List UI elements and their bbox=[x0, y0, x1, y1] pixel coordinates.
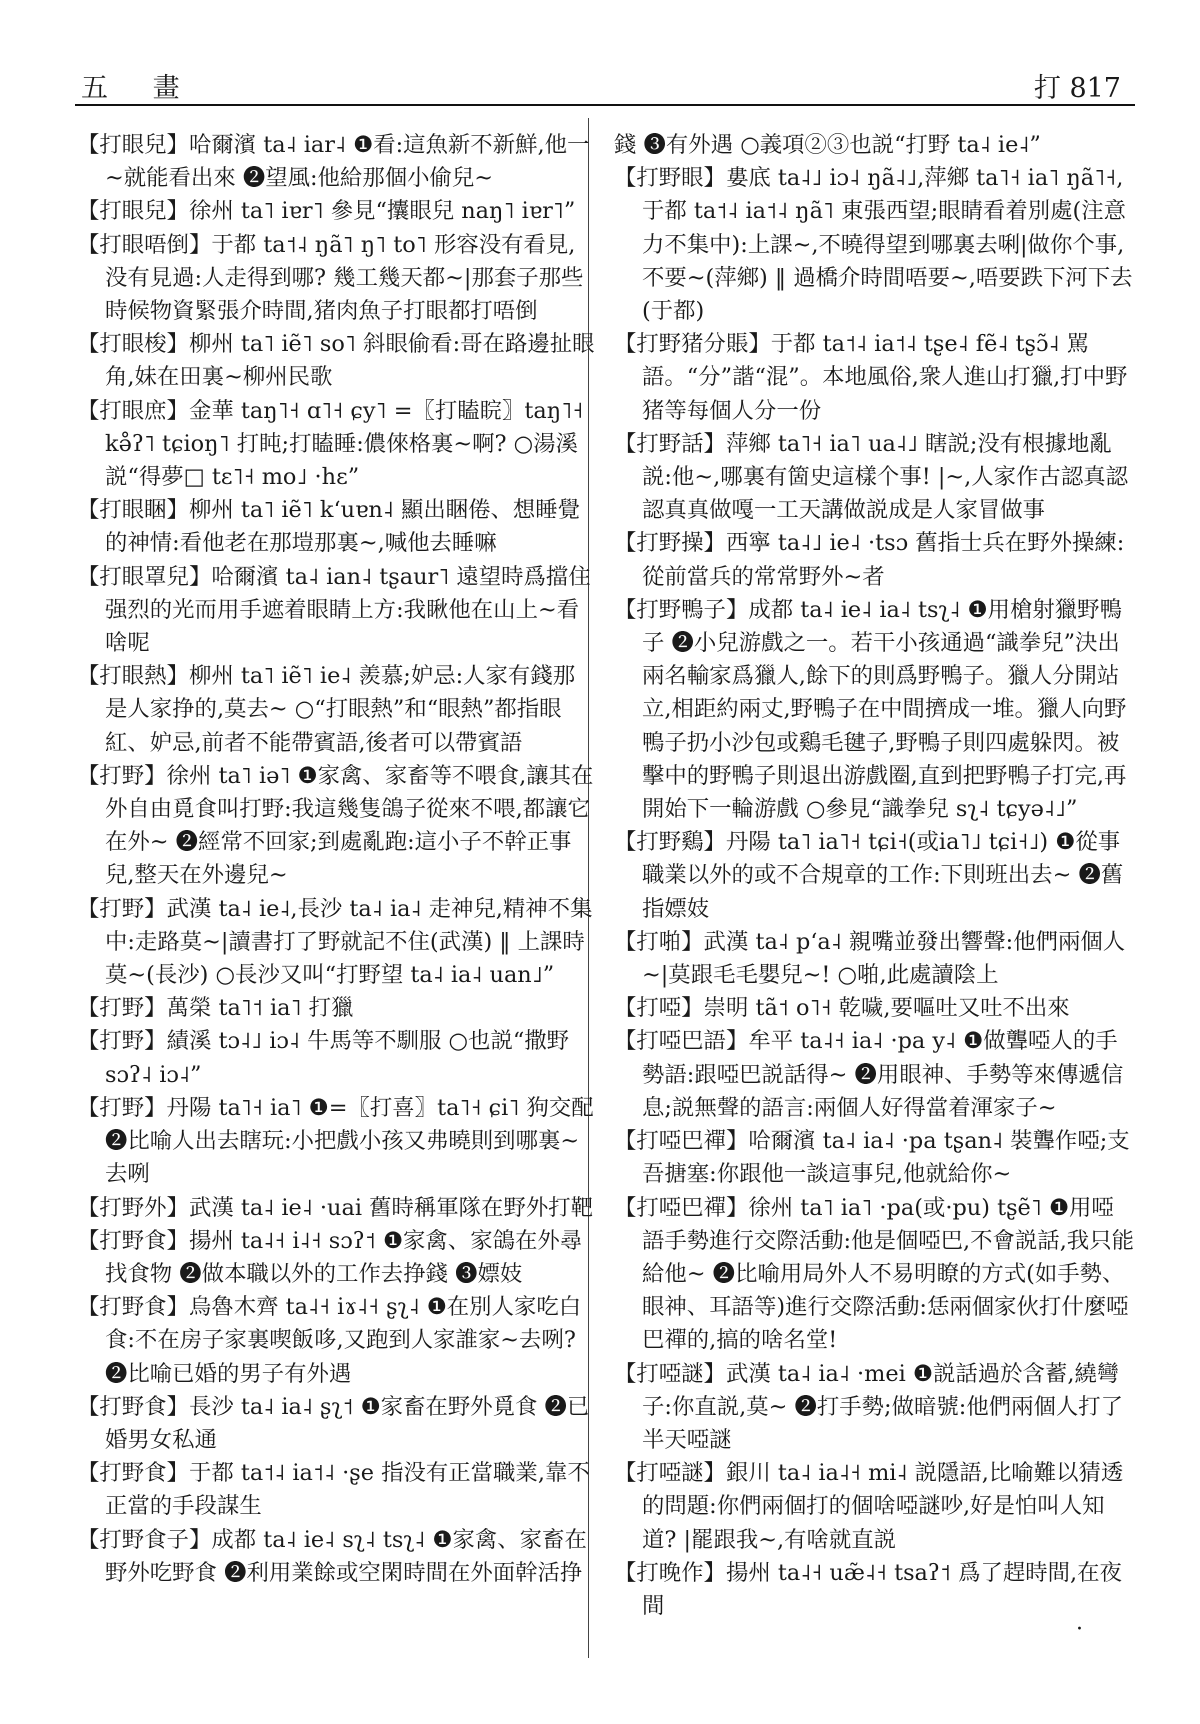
page-header bbox=[75, 62, 1135, 106]
dictionary-entry: 【打野食】揚州 ta˨˧ i˨˧ sɔʔ˦ ❶家禽、家鴿在外尋找食物 ❷做本職以外的工作去挣錢 ❸嫖妓 bbox=[77, 1227, 583, 1287]
dictionary-entry: 【打啞巴語】牟平 ta˨˧ ia˨ ·pa y˨ ❶做聾啞人的手勢語:跟啞巴説話得~ ❷用眼神、手勢等來傳遞信息;説無聲的語言:兩個人好得當着渾家子~ bbox=[614, 1028, 1124, 1121]
dictionary-entry-continuation: 錢 ❸有外遇 ○義項②③也説“打野 ta˨ ie˨” bbox=[614, 132, 1041, 158]
right-column bbox=[614, 129, 1134, 1623]
dictionary-entry: 【打野】徐州 ta˥ iə˥ ❶家禽、家畜等不喂食,讓其在外自由覓食叫打野:我這幾隻鴿子從來不喂,都讓它在外~ ❷經常不回家;到處亂跑:這小子不幹正事兒,整天在外邊兒~ bbox=[77, 762, 594, 889]
headword: 打 bbox=[1033, 73, 1061, 104]
section-title: 五 畫 bbox=[81, 73, 198, 104]
dictionary-entry: 【打野眼】婁底 ta˨˩ iɔ˨ ŋã˨˩,萍鄉 ta˥˧ ia˥ ŋã˥˧,于都 ta˦˨ ia˦˨ ŋã˥ 東張西望;眼睛看着別處(注意力不集中):上課~,不曉得望到哪裏去唎|做你个事,不要~(萍鄉) ‖ 過橋介時間唔要~,唔要跌下河下去(于都) bbox=[614, 165, 1133, 325]
dictionary-entry: 【打眼唔倒】于都 ta˦˨ ŋã˥ ŋ˥ to˥ 形容没有看見,没有見過:人走得到哪? 幾工幾天都~|那套子那些時候物資緊張介時間,猪肉魚子打眼都打唔倒 bbox=[77, 231, 584, 325]
dictionary-entry: 【打眼睏】柳州 ta˥ iẽ˥ kʻuɐn˨ 顯出睏倦、想睡覺的神情:看他老在那塏那裏~,喊他去睡嘛 bbox=[77, 497, 581, 557]
page-number: 817 bbox=[1069, 73, 1121, 104]
dictionary-entry: 【打眼梭】柳州 ta˥ iẽ˥ so˥ 斜眼偷看:哥在路邊扯眼角,妹在田裏~柳州民歌 bbox=[77, 331, 595, 391]
dictionary-entry: 【打啞謎】武漢 ta˨ ia˨ ·mei ❶説話過於含蓄,繞彎子:你直説,莫~ ❷打手勢;做暗號:他們兩個人打了半天啞謎 bbox=[614, 1360, 1124, 1453]
dictionary-entry: 【打啞謎】銀川 ta˨ ia˨˧ mi˨ 説隱語,比喻難以猜透的問題:你們兩個打的個啥啞謎吵,好是怕叫人知道? |罷跟我~,有啥就直説 bbox=[614, 1460, 1124, 1553]
left-column bbox=[77, 129, 597, 1590]
dictionary-entry: 【打眼兒】徐州 ta˥ iɐr˥ 參見“攮眼兒 naŋ˥ iɐr˥” bbox=[77, 198, 576, 225]
dictionary-entry: 【打眼罩兒】哈爾濱 ta˨ ian˨ tʂaur˥ 遠望時爲擋住强烈的光而用手遮着眼睛上方:我瞅他在山上~看啥呢 bbox=[77, 563, 591, 657]
dictionary-entry: 【打野外】武漢 ta˨ ie˨ ·uai 舊時稱軍隊在野外打靶 bbox=[77, 1194, 594, 1221]
dictionary-entry: 【打野】績溪 tɔ˨˩ iɔ˨ 牛馬等不馴服 ○也説“撒野 sɔʔ˨ iɔ˨” bbox=[77, 1028, 570, 1088]
dictionary-entry: 【打野】萬榮 ta˥˦ ia˥ 打獵 bbox=[77, 995, 354, 1022]
dictionary-entry: 【打野】武漢 ta˨ ie˨,長沙 ta˨ ia˨ 走神兒,精神不集中:走路莫~|讀書打了野就記不住(武漢) ‖ 上課時莫~(長沙) ○長沙又叫“打野望 ta˨ ia˨ uan˩” bbox=[77, 895, 593, 989]
print-speck: · bbox=[1076, 1617, 1083, 1642]
dictionary-entry: 【打眼熱】柳州 ta˥ iẽ˥ ie˨ 羨慕;妒忌:人家有錢那是人家挣的,莫去~ ○“打眼熱”和“眼熱”都指眼紅、妒忌,前者不能帶賓語,後者可以帶賓語 bbox=[77, 663, 576, 756]
dictionary-entry: 【打啞巴禪】哈爾濱 ta˨ ia˨ ·pa tʂan˨ 裝聾作啞;支吾搪塞:你跟他一談這事兒,他就給你~ bbox=[614, 1128, 1130, 1188]
dictionary-entry: 【打野食】于都 ta˦˨ ia˦˨ ·ʂe 指没有正當職業,靠不正當的手段謀生 bbox=[77, 1460, 590, 1520]
dictionary-entry: 【打眼兒】哈爾濱 ta˨ iar˨ ❶看:這魚新不新鮮,他一~就能看出來 ❷望風:他給那個小偷兒~ bbox=[77, 132, 590, 192]
dictionary-entry: 【打野食】長沙 ta˨ ia˨ ʂʅ˦ ❶家畜在野外覓食 ❷已婚男女私通 bbox=[77, 1393, 590, 1453]
dictionary-entry: 【打野話】萍鄉 ta˥˧ ia˥ ua˨˩ 瞎説;没有根據地亂説:他~,哪裏有箇史這樣个事! |~,人家作古認真認認真真做嘎一工天講做説成是人家冒做事 bbox=[614, 430, 1128, 524]
dictionary-entry: 【打野鷄】丹陽 ta˥ ia˥˧ tɕi˧(或ia˥˩ tɕi˧˩) ❶從事職業以外的或不合規章的工作:下則班出去~ ❷舊指嫖妓 bbox=[614, 829, 1124, 922]
dictionary-entry: 【打眼庶】金華 taŋ˥˧ ɑ˥˧ ɕy˥ =〖打瞌睆〗taŋ˥˧ kə̊ʔ˥ tɕioŋ˥ 打盹;打瞌睡:儂倈格裏~啊? ○湯溪説“得夢□ tɛ˥˧ mo˩ ·hɛ” bbox=[77, 397, 584, 491]
dictionary-entry: 【打野食】烏魯木齊 ta˨˧ iɤ˨˧ ʂʅ˨ ❶在別人家吃白食:不在房子家裏喫飯哆,又跑到人家誰家~去咧? ❷比喻已婚的男子有外遇 bbox=[77, 1294, 582, 1387]
dictionary-entry: 【打野鴨子】成都 ta˨ ie˨ ia˨ tsʅ˨ ❶用槍射獵野鴨子 ❷小兒游戲之一。若干小孩通過“識拳兒”決出兩名輸家爲獵人,餘下的則爲野鴨子。獵人分開站立,相距約兩丈,野鴨子在中間擠成一堆。獵人向野鴨子扔小沙包或鷄毛毽子,野鴨子則四處躲閃。被擊中的野鴨子則退出游戲圈,直到把野鴨子打完,再開始下一輪游戲 ○參見“識拳兒 sʅ˨ tɕyə˨˩” bbox=[614, 596, 1127, 823]
dictionary-entry: 【打野操】西寧 ta˨˩ ie˨ ·tsɔ 舊指士兵在野外操練:從前當兵的常常野外~者 bbox=[614, 530, 1125, 590]
dictionary-entry: 【打啞巴禪】徐州 ta˥ ia˥ ·pa(或·pu) tʂẽ˥ ❶用啞語手勢進行交際活動:他是個啞巴,不會説話,我只能給他~ ❷比喻用局外人不易明瞭的方式(如手勢、眼神、耳語等)進行交際活動:恁兩個家伙打什麼啞巴禪的,搞的啥名堂! bbox=[614, 1194, 1134, 1354]
dictionary-entry: 【打啞】崇明 tã˦ o˥˧ 乾噦,要嘔吐又吐不出來 bbox=[614, 995, 1070, 1022]
dictionary-entry: 【打啪】武漢 ta˨ pʻa˨ 親嘴並發出響聲:他們兩個人~|莫跟毛毛嬰兒~! ○啪,此處讀陰上 bbox=[614, 928, 1126, 989]
dictionary-entry: 【打野食子】成都 ta˨ ie˨ sʅ˨ tsʅ˨ ❶家禽、家畜在野外吃野食 ❷利用業餘或空閑時間在外面幹活挣 bbox=[77, 1526, 587, 1586]
dictionary-entry: 【打野猪分賬】于都 ta˦˨ ia˦˨ tʂe˨ fẽ˨ tʂɔ̃˨ 駡語。“分”諧“混”。本地風俗,衆人進山打獵,打中野猪等每個人分一份 bbox=[614, 331, 1128, 424]
dictionary-entry: 【打野】丹陽 ta˥˧ ia˥ ❶=〖打喜〗ta˥˧ ɕi˥ 狗交配 ❷比喻人出去瞎玩:小把戲小孩又弗曉則到哪裏~去咧 bbox=[77, 1094, 594, 1188]
dictionary-entry: 【打晚作】揚州 ta˨˧ uæ̃˨˧ tsaʔ˦ 爲了趕時間,在夜間 bbox=[614, 1559, 1122, 1619]
running-head bbox=[1034, 66, 1121, 105]
